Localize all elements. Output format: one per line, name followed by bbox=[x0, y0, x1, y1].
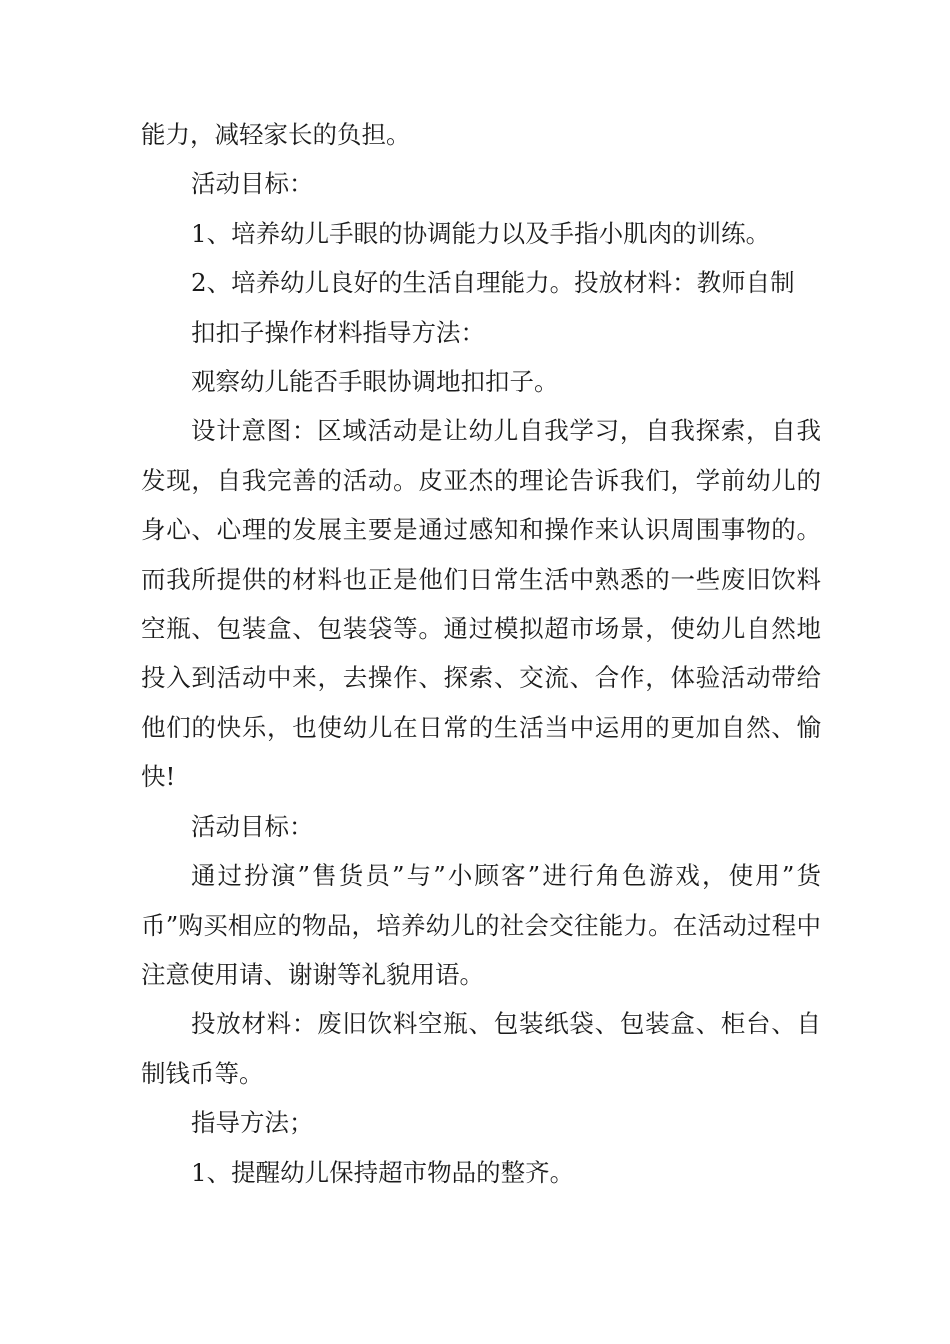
paragraph-continuation: 能力，减轻家长的负担。 bbox=[141, 120, 411, 149]
design-intent-paragraph: 设计意图：区域活动是让幼儿自我学习，自我探索，自我发现，自我完善的活动。皮亚杰的理论告诉我们，学前幼儿的身心、心理的发展主要是通过感知和操作来认识周围事物的。而我所提供的材料也正是他们日常生活中熟悉的一些废旧饮料空瓶、包装盒、包装袋等。通过模拟超市场景，使幼儿自然地投入到活动中来，去操作、探索、交流、合作，体验活动带给他们的快乐，也使幼儿在日常的生活当中运用的更加自然、愉快! bbox=[141, 416, 821, 792]
materials-guidance: 扣扣子操作材料指导方法： bbox=[191, 317, 485, 347]
heading-guidance-method: 指导方法； bbox=[191, 1108, 314, 1138]
heading-activity-goals: 活动目标： bbox=[191, 169, 314, 199]
document-body bbox=[141, 110, 821, 1197]
goal-item-1: 1、培养幼儿手眼的协调能力以及手指小肌肉的训练。 bbox=[191, 218, 771, 248]
heading-activity-goals-2: 活动目标： bbox=[191, 811, 314, 841]
guidance-item-1: 1、提醒幼儿保持超市物品的整齐。 bbox=[191, 1157, 575, 1187]
goal-item-2: 2、培养幼儿良好的生活自理能力。投放材料：教师自制 bbox=[191, 268, 795, 298]
observation-note: 观察幼儿能否手眼协调地扣扣子。 bbox=[191, 367, 559, 397]
materials-paragraph: 投放材料：废旧饮料空瓶、包装纸袋、包装盒、柜台、自制钱币等。 bbox=[141, 1009, 821, 1088]
role-play-paragraph: 通过扮演”售货员”与”小顾客”进行角色游戏，使用”货币”购买相应的物品，培养幼儿的社会交往能力。在活动过程中注意使用请、谢谢等礼貌用语。 bbox=[141, 861, 821, 989]
